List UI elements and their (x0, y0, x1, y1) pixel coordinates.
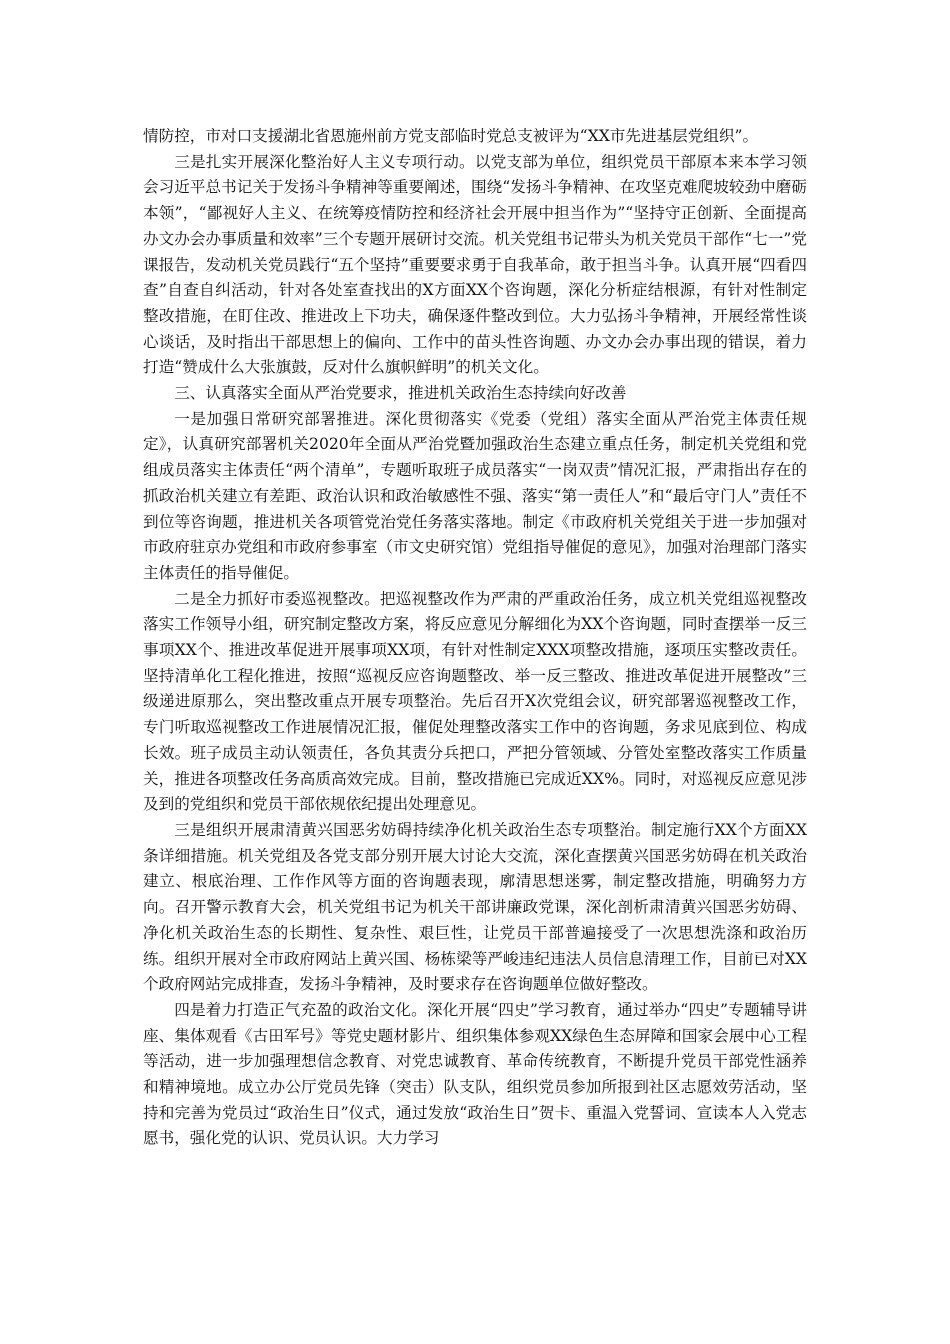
document-body (143, 124, 807, 1152)
paragraph-special-rectification: 三是组织开展肃清黄兴国恶劣妨碍持续净化机关政治生态专项整治。制定施行XX个方面XX条详细措施。机关党组及各党支部分别开展大讨论大交流，深化查摆黄兴国恶劣妨碍在机关政治建立、根底治理、工作作风等方面的咨询题表现，廓清思想迷雾，制定整改措施，明确努力方向。召开警示教育大会，机关党组书记为机关干部讲廉政党课，深化剖析肃清黄兴国恶劣妨碍、净化机关政治生态的长期性、复杂性、艰巨性，让党员干部普遍接受了一次思想洗涤和政治历练。组织开展对全市政府网站上黄兴国、杨栋梁等严峻违纪违法人员信息清理工作，目前已对XX个政府网站完成排查，发扬斗争精神，及时要求存在咨询题单位做好整改。 (143, 820, 807, 994)
paragraph-struggle-spirit: 三是扎实开展深化整治好人主义专项行动。以党支部为单位，组织党员干部原本来本学习领会习近平总书记关于发扬斗争精神等重要阐述，围绕“发扬斗争精神、在攻坚克难爬坡较劲中磨砺本领”，“鄙视好人主义、在统筹疫情防控和经济社会开展中担当作为”“坚持守正创新、全面提高办文办会办事质量和效率”三个专题开展研讨交流。机关党组书记带头为机关党员干部作“七一”党课报告，发动机关党员践行“五个坚持”重要要求勇于自我革命，敢于担当斗争。认真开展“四看四查”自查自纠活动，针对各处室查找出的X方面XX个咨询题，深化分析症结根源，有针对性制定整改措施，在盯住改、推进改上下功夫，确保逐件整改到位。大力弘扬斗争精神，开展经常性谈心谈话，及时指出干部思想上的偏向、工作中的苗头性咨询题、办文办会办事出现的错误，着力打造“赞成什么大张旗鼓，反对什么旗帜鲜明”的机关文化。 (143, 152, 807, 377)
paragraph-daily-research: 一是加强日常研究部署推进。深化贯彻落实《党委（党组）落实全面从严治党主体责任规定》，认真研究部署机关2020年全面从严治党暨加强政治生态建立重点任务，制定机关党组和党组成员落实主体责任“两个清单”，专题听取班子成员落实“一岗双责”情况汇报，严肃指出存在的抓政治机关建立有差距、政治认识和政治敏感性不强、落实“第一责任人”和“最后守门人”责任不到位等咨询题，推进机关各项管党治党任务落实落地。制定《市政府机关党组关于进一步加强对市政府驻京办党组和市政府参事室（市文史研究馆）党组指导催促的意见》，加强对治理部门落实主体责任的指导催促。 (143, 409, 807, 582)
paragraph-continuation: 情防控，市对口支援湖北省恩施州前方党支部临时党总支被评为“XX市先进基层党组织”。 (143, 127, 759, 145)
section-heading-3: 三、认真落实全面从严治党要求，推进机关政治生态持续向好改善 (174, 384, 627, 403)
paragraph-inspection-rectification: 二是全力抓好市委巡视整改。把巡视整改作为严肃的严重政治任务，成立机关党组巡视整改落实工作领导小组，研究制定整改方案，将反应意见分解细化为XX个咨询题，同时查摆举一反三事项XX个、推进改革促进开展事项XX项，有针对性制定XXX项整改措施，逐项压实整改责任。坚持清单化工程化推进，按照“巡视反应咨询题整改、举一反三整改、推进改革促进开展整改”三级递进原那么，突出整改重点开展专项整治。先后召开X次党组会议，研究部署巡视整改工作，专门听取巡视整改工作进展情况汇报，催促处理整改落实工作中的咨询题，务求见底到位、构成长效。班子成员主动认领责任，各负其责分兵把口，严把分管领域、分管处室整改落实工作质量关，推进各项整改任务高质高效完成。目前，整改措施已完成近XX%。同时，对巡视反应意见涉及到的党组织和党员干部依规依纪提出处理意见。 (143, 589, 807, 814)
paragraph-political-culture: 四是着力打造正气充盈的政治文化。深化开展“四史”学习教育，通过举办“四史”专题辅导讲座、集体观看《古田军号》等党史题材影片、组织集体参观XX绿色生态屏障和国家会展中心工程等活动，进一步加强理想信念教育、对党忠诚教育、革命传统教育，不断提升党员干部党性涵养和精神境地。成立办公厅党员先锋（突击）队支队，组织党员参加所报到社区志愿效劳活动，坚持和完善为党员过“政治生日”仪式，通过发放“政治生日”贺卡、重温入党誓词、宣读本人入党志愿书，强化党的认识、党员认识。大力学习 (143, 1000, 807, 1148)
